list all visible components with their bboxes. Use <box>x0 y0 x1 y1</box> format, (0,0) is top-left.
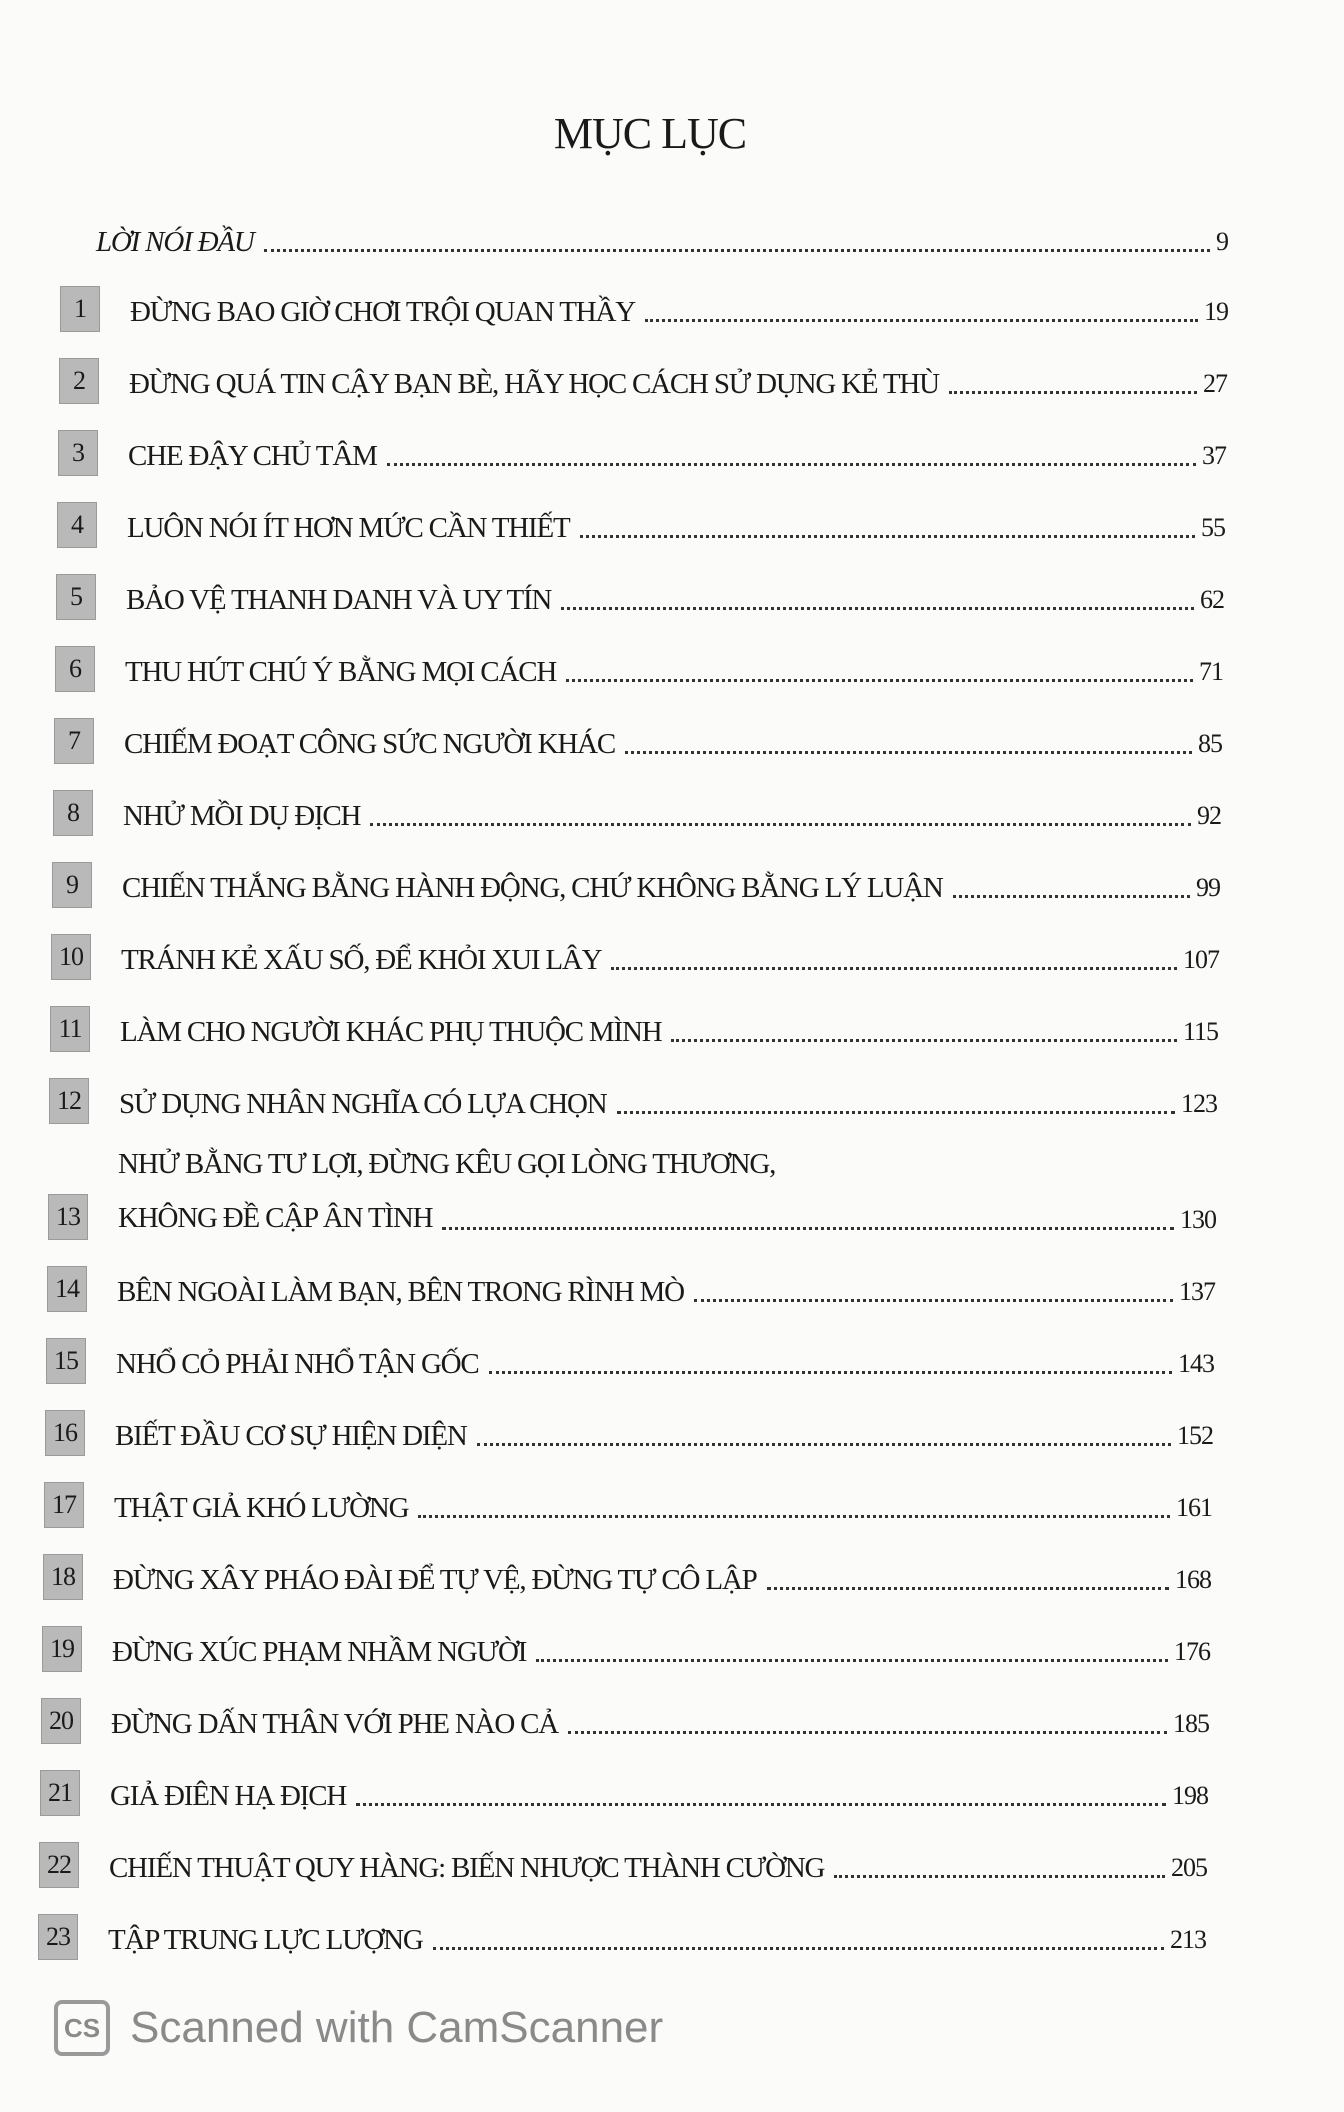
toc-page-number: 176 <box>1174 1637 1210 1666</box>
camscanner-logo-icon: CS <box>54 2000 110 2056</box>
toc-page-number: 143 <box>1178 1349 1214 1378</box>
chapter-number-badge: 20 <box>41 1698 81 1744</box>
toc-page-number: 115 <box>1182 1017 1218 1046</box>
toc-entry-label: NHỔ CỎ PHẢI NHỔ TẬN GỐC <box>116 1348 479 1380</box>
toc-entry-label: CHIẾM ĐOẠT CÔNG SỨC NGƯỜI KHÁC <box>124 728 616 760</box>
toc-page-number: 19 <box>1204 297 1228 326</box>
toc-page-number: 213 <box>1170 1925 1206 1954</box>
toc-entry[interactable] <box>41 1696 1209 1744</box>
dot-leader <box>767 1587 1169 1590</box>
chapter-number-badge: 12 <box>49 1078 89 1124</box>
toc-entry[interactable] <box>39 1840 1207 1888</box>
toc-entry[interactable] <box>51 932 1219 980</box>
toc-entry[interactable] <box>56 572 1224 620</box>
dot-leader <box>433 1947 1164 1950</box>
toc-page-number: 9 <box>1216 227 1228 256</box>
dot-leader <box>489 1371 1172 1374</box>
toc-page-number: 37 <box>1202 441 1226 470</box>
chapter-number-badge: 19 <box>42 1626 82 1672</box>
toc-page-number: 99 <box>1196 873 1220 902</box>
toc-entry-label: ĐỪNG DẤN THÂN VỚI PHE NÀO CẢ <box>111 1708 558 1740</box>
dot-leader <box>356 1803 1166 1806</box>
dot-leader <box>625 751 1192 754</box>
dot-leader <box>418 1515 1170 1518</box>
toc-page-number: 55 <box>1201 513 1225 542</box>
toc-intro-label: LỜI NÓI ĐẦU <box>96 226 254 258</box>
dot-leader <box>953 895 1190 898</box>
toc-entry-label: GIẢ ĐIÊN HẠ ĐỊCH <box>110 1780 347 1812</box>
toc-entry-label: BÊN NGOÀI LÀM BẠN, BÊN TRONG RÌNH MÒ <box>117 1276 684 1308</box>
toc-entry-label: TẬP TRUNG LỰC LƯỢNG <box>108 1924 423 1956</box>
dot-leader <box>370 823 1191 826</box>
camscanner-watermark <box>54 2000 663 2056</box>
chapter-number-badge: 2 <box>59 358 99 404</box>
chapter-number-badge: 17 <box>44 1482 84 1528</box>
toc-page-number: 198 <box>1172 1781 1208 1810</box>
chapter-number-badge: 11 <box>50 1006 90 1052</box>
dot-leader <box>949 391 1197 394</box>
toc-entry[interactable] <box>42 1624 1210 1672</box>
toc-page-number: 62 <box>1200 585 1224 614</box>
toc-page-number: 185 <box>1173 1709 1209 1738</box>
chapter-number-badge: 10 <box>51 934 91 980</box>
dot-leader <box>566 679 1193 682</box>
toc-entry-label: LÀM CHO NGƯỜI KHÁC PHỤ THUỘC MÌNH <box>120 1016 662 1048</box>
toc-page-number: 205 <box>1171 1853 1207 1882</box>
toc-entry[interactable] <box>44 1480 1212 1528</box>
toc-entry-label: SỬ DỤNG NHÂN NGHĨA CÓ LỰA CHỌN <box>119 1088 607 1120</box>
toc-entry[interactable] <box>47 1264 1215 1312</box>
chapter-number-badge: 22 <box>39 1842 79 1888</box>
toc-page-number: 152 <box>1177 1421 1213 1450</box>
chapter-number-badge: 14 <box>47 1266 87 1312</box>
toc-intro-row[interactable] <box>78 214 1228 262</box>
toc-page-number: 168 <box>1175 1565 1211 1594</box>
toc-entry-label: ĐỪNG QUÁ TIN CẬY BẠN BÈ, HÃY HỌC CÁCH SỬ DỤNG KẺ THÙ <box>129 368 939 400</box>
toc-entry-label: BIẾT ĐẦU CƠ SỰ HIỆN DIỆN <box>115 1420 467 1452</box>
dot-leader <box>645 319 1198 322</box>
toc-entry[interactable] <box>52 860 1220 908</box>
toc-entry[interactable] <box>45 1408 1213 1456</box>
toc-entry[interactable] <box>48 1148 1216 1240</box>
toc-page-number: 85 <box>1198 729 1222 758</box>
chapter-number-badge: 5 <box>56 574 96 620</box>
toc-entry-label: ĐỪNG BAO GIỜ CHƠI TRỘI QUAN THẦY <box>130 296 636 328</box>
chapter-number-badge: 6 <box>55 646 95 692</box>
toc-entry-label: CHE ĐẬY CHỦ TÂM <box>128 440 377 472</box>
toc-page-number: 71 <box>1199 657 1223 686</box>
dot-leader <box>834 1875 1165 1878</box>
toc-entry-label: ĐỪNG XÂY PHÁO ĐÀI ĐỂ TỰ VỆ, ĐỪNG TỰ CÔ LẬP <box>113 1564 757 1596</box>
toc-page-number: 161 <box>1176 1493 1212 1522</box>
toc-entry[interactable] <box>49 1076 1217 1124</box>
toc-entry[interactable] <box>50 1004 1218 1052</box>
chapter-number-badge: 8 <box>53 790 93 836</box>
toc-entry-label: ĐỪNG XÚC PHẠM NHẦM NGƯỜI <box>112 1636 527 1668</box>
dot-leader <box>568 1731 1167 1734</box>
watermark-text: Scanned with CamScanner <box>130 2003 664 2052</box>
chapter-number-badge: 4 <box>57 502 97 548</box>
toc-page-number: 130 <box>1180 1205 1216 1234</box>
chapter-number-badge: 3 <box>58 430 98 476</box>
toc-entry-label: CHIẾN THUẬT QUY HÀNG: BIẾN NHƯỢC THÀNH CƯỜNG <box>109 1852 825 1884</box>
toc-entry[interactable] <box>40 1768 1208 1816</box>
toc-page-number: 137 <box>1179 1277 1215 1306</box>
dot-leader <box>561 607 1194 610</box>
dot-leader <box>580 535 1195 538</box>
dot-leader <box>536 1659 1168 1662</box>
toc-page-number: 123 <box>1181 1089 1217 1118</box>
page-title: MỤC LỤC <box>553 109 747 158</box>
toc-entry-label: LUÔN NÓI ÍT HƠN MỨC CẦN THIẾT <box>127 512 570 544</box>
toc-entry-label-line1: NHỬ BẰNG TƯ LỢI, ĐỪNG KÊU GỌI LÒNG THƯƠNG, <box>118 1148 776 1180</box>
toc-entry-label: TRÁNH KẺ XẤU SỐ, ĐỂ KHỎI XUI LÂY <box>121 944 602 976</box>
toc-entry[interactable] <box>57 500 1225 548</box>
toc-entry[interactable] <box>58 428 1226 476</box>
toc-page-number: 27 <box>1203 369 1227 398</box>
dot-leader <box>694 1299 1173 1302</box>
toc-entry-label: NHỬ MỒI DỤ ĐỊCH <box>123 800 361 832</box>
toc-page-number: 92 <box>1197 801 1221 830</box>
toc-entry-label: THU HÚT CHÚ Ý BẰNG MỌI CÁCH <box>125 656 557 688</box>
toc-entry[interactable] <box>43 1552 1211 1600</box>
dot-leader <box>442 1227 1174 1230</box>
toc-entry[interactable] <box>38 1912 1206 1960</box>
chapter-number-badge: 23 <box>38 1914 78 1960</box>
dot-leader <box>671 1039 1177 1042</box>
dot-leader <box>264 249 1210 252</box>
chapter-number-badge: 7 <box>54 718 94 764</box>
toc-entry[interactable] <box>53 788 1221 836</box>
chapter-number-badge: 21 <box>40 1770 80 1816</box>
toc-entry[interactable] <box>54 716 1222 764</box>
toc-entry[interactable] <box>46 1336 1214 1384</box>
dot-leader <box>611 967 1177 970</box>
chapter-number-badge: 18 <box>43 1554 83 1600</box>
chapter-number-badge: 13 <box>48 1194 88 1240</box>
toc-entry[interactable] <box>55 644 1223 692</box>
toc-entry[interactable] <box>59 356 1227 404</box>
toc-entry-label: KHÔNG ĐỀ CẬP ÂN TÌNH <box>118 1202 433 1234</box>
dot-leader <box>477 1443 1171 1446</box>
chapter-number-badge: 16 <box>45 1410 85 1456</box>
chapter-number-badge: 1 <box>60 286 100 332</box>
dot-leader <box>617 1111 1175 1114</box>
toc-page-number: 107 <box>1183 945 1219 974</box>
chapter-number-badge: 9 <box>52 862 92 908</box>
dot-leader <box>387 463 1196 466</box>
toc-entry[interactable] <box>60 284 1228 332</box>
toc-entry-label: THẬT GIẢ KHÓ LƯỜNG <box>114 1492 409 1524</box>
toc-entry-label: BẢO VỆ THANH DANH VÀ UY TÍN <box>126 584 552 616</box>
toc-entry-label: CHIẾN THẮNG BẰNG HÀNH ĐỘNG, CHỨ KHÔNG BẰNG LÝ LUẬN <box>122 872 943 904</box>
chapter-number-badge: 15 <box>46 1338 86 1384</box>
